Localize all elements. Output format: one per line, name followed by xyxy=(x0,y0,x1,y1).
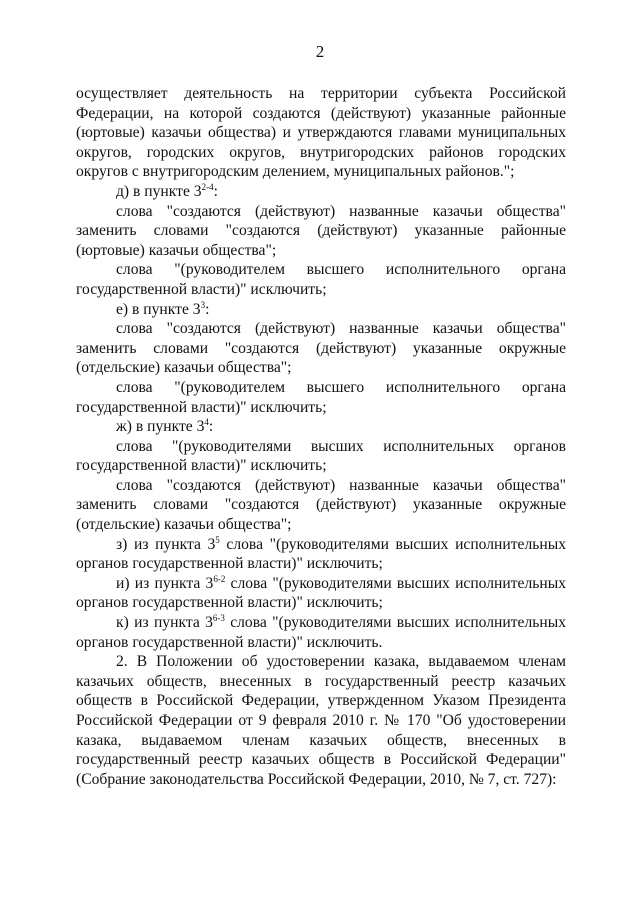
paragraph-text: : xyxy=(208,418,214,436)
paragraph xyxy=(76,319,566,378)
paragraph-text: к) из пункта 3 xyxy=(116,614,213,632)
paragraph-text: 2. В Положении об удостоверении казака, выдаваемом членам казачьих обществ, внесенных в государственный реестр казачьих обществ в Российской Федерации, утвержденном Указом Президента Российской Федерации от 9 февраля 2010 г. № 170 "Об удостоверении казака, выдаваемом членам казачьих обществ, внесенных в государственный реестр казачьих обществ в Российской Федерации" (Собрание законодательства Российской Федерации, 2010, № 7, ст. 727): xyxy=(76,653,566,788)
paragraph xyxy=(76,437,566,476)
superscript-index: 6-2 xyxy=(213,573,226,584)
paragraph-text: и) из пункта 3 xyxy=(116,574,214,592)
paragraph xyxy=(76,300,566,320)
paragraph-text: слова "создаются (действуют) названные казачьи общества" заменить словами "создаются (действуют) указанные районные (юртовые) казачьи общества"; xyxy=(76,202,566,259)
paragraph xyxy=(76,417,566,437)
paragraph xyxy=(76,260,566,299)
superscript-index: 3 xyxy=(200,299,206,310)
paragraph-text: слова "(руководителями высших исполнительных органов государственной власти)" исключить; xyxy=(76,574,566,612)
paragraph-text: е) в пункте 3 xyxy=(116,300,201,318)
paragraph-text: ж) в пункте 3 xyxy=(116,418,205,436)
superscript-index: 2-4 xyxy=(201,181,214,192)
paragraph xyxy=(76,202,566,261)
paragraph-text: слова "создаются (действуют) названные казачьи общества" заменить словами "создаются (действуют) указанные окружные (отдельские) казачьи общества"; xyxy=(76,476,566,534)
paragraph-text: : xyxy=(213,182,218,200)
page-number: 2 xyxy=(315,42,325,61)
paragraph xyxy=(76,476,566,535)
paragraph-text: д) в пункте 3 xyxy=(116,182,202,200)
paragraph-text: : xyxy=(205,300,210,318)
paragraph xyxy=(76,182,566,202)
superscript-index: 4 xyxy=(204,417,209,428)
paragraph xyxy=(76,652,566,789)
paragraph xyxy=(76,535,566,574)
paragraph-text: осуществляет деятельность на территории субъекта Российской Федерации, на которой создаются (действуют) указанные районные (юртовые) казачьи общества) и утверждаются главами муниципальных округов, городских округов, внутригородских районов городских округов с внутригородским делением, муниципальных районов."; xyxy=(76,85,566,181)
paragraph xyxy=(76,613,566,652)
document-body xyxy=(76,84,566,789)
paragraph xyxy=(76,378,566,417)
paragraph-text: слова "(руководителем высшего исполнительного органа государственной власти)" исключить; xyxy=(76,261,566,298)
paragraph-text: слова "создаются (действуют) названные казачьи общества" заменить словами "создаются (действуют) указанные окружные (отдельские) казачьи общества"; xyxy=(76,320,566,377)
paragraph-text: слова "(руководителями высших исполнительных органов государственной власти)" исключить; xyxy=(76,535,566,573)
superscript-index: 5 xyxy=(215,534,220,545)
paragraph-text: слова "(руководителями высших исполнительных органов государственной власти)" исключить; xyxy=(76,437,566,475)
paragraph-text: з) из пункта 3 xyxy=(116,535,216,553)
paragraph-text: слова "(руководителем высшего исполнительного органа государственной власти)" исключить; xyxy=(76,378,566,416)
paragraph xyxy=(76,574,566,613)
superscript-index: 6-3 xyxy=(212,613,225,624)
paragraph xyxy=(76,84,566,182)
paragraph-text: слова "(руководителями высших исполнительных органов государственной власти)" исключить. xyxy=(76,614,566,651)
